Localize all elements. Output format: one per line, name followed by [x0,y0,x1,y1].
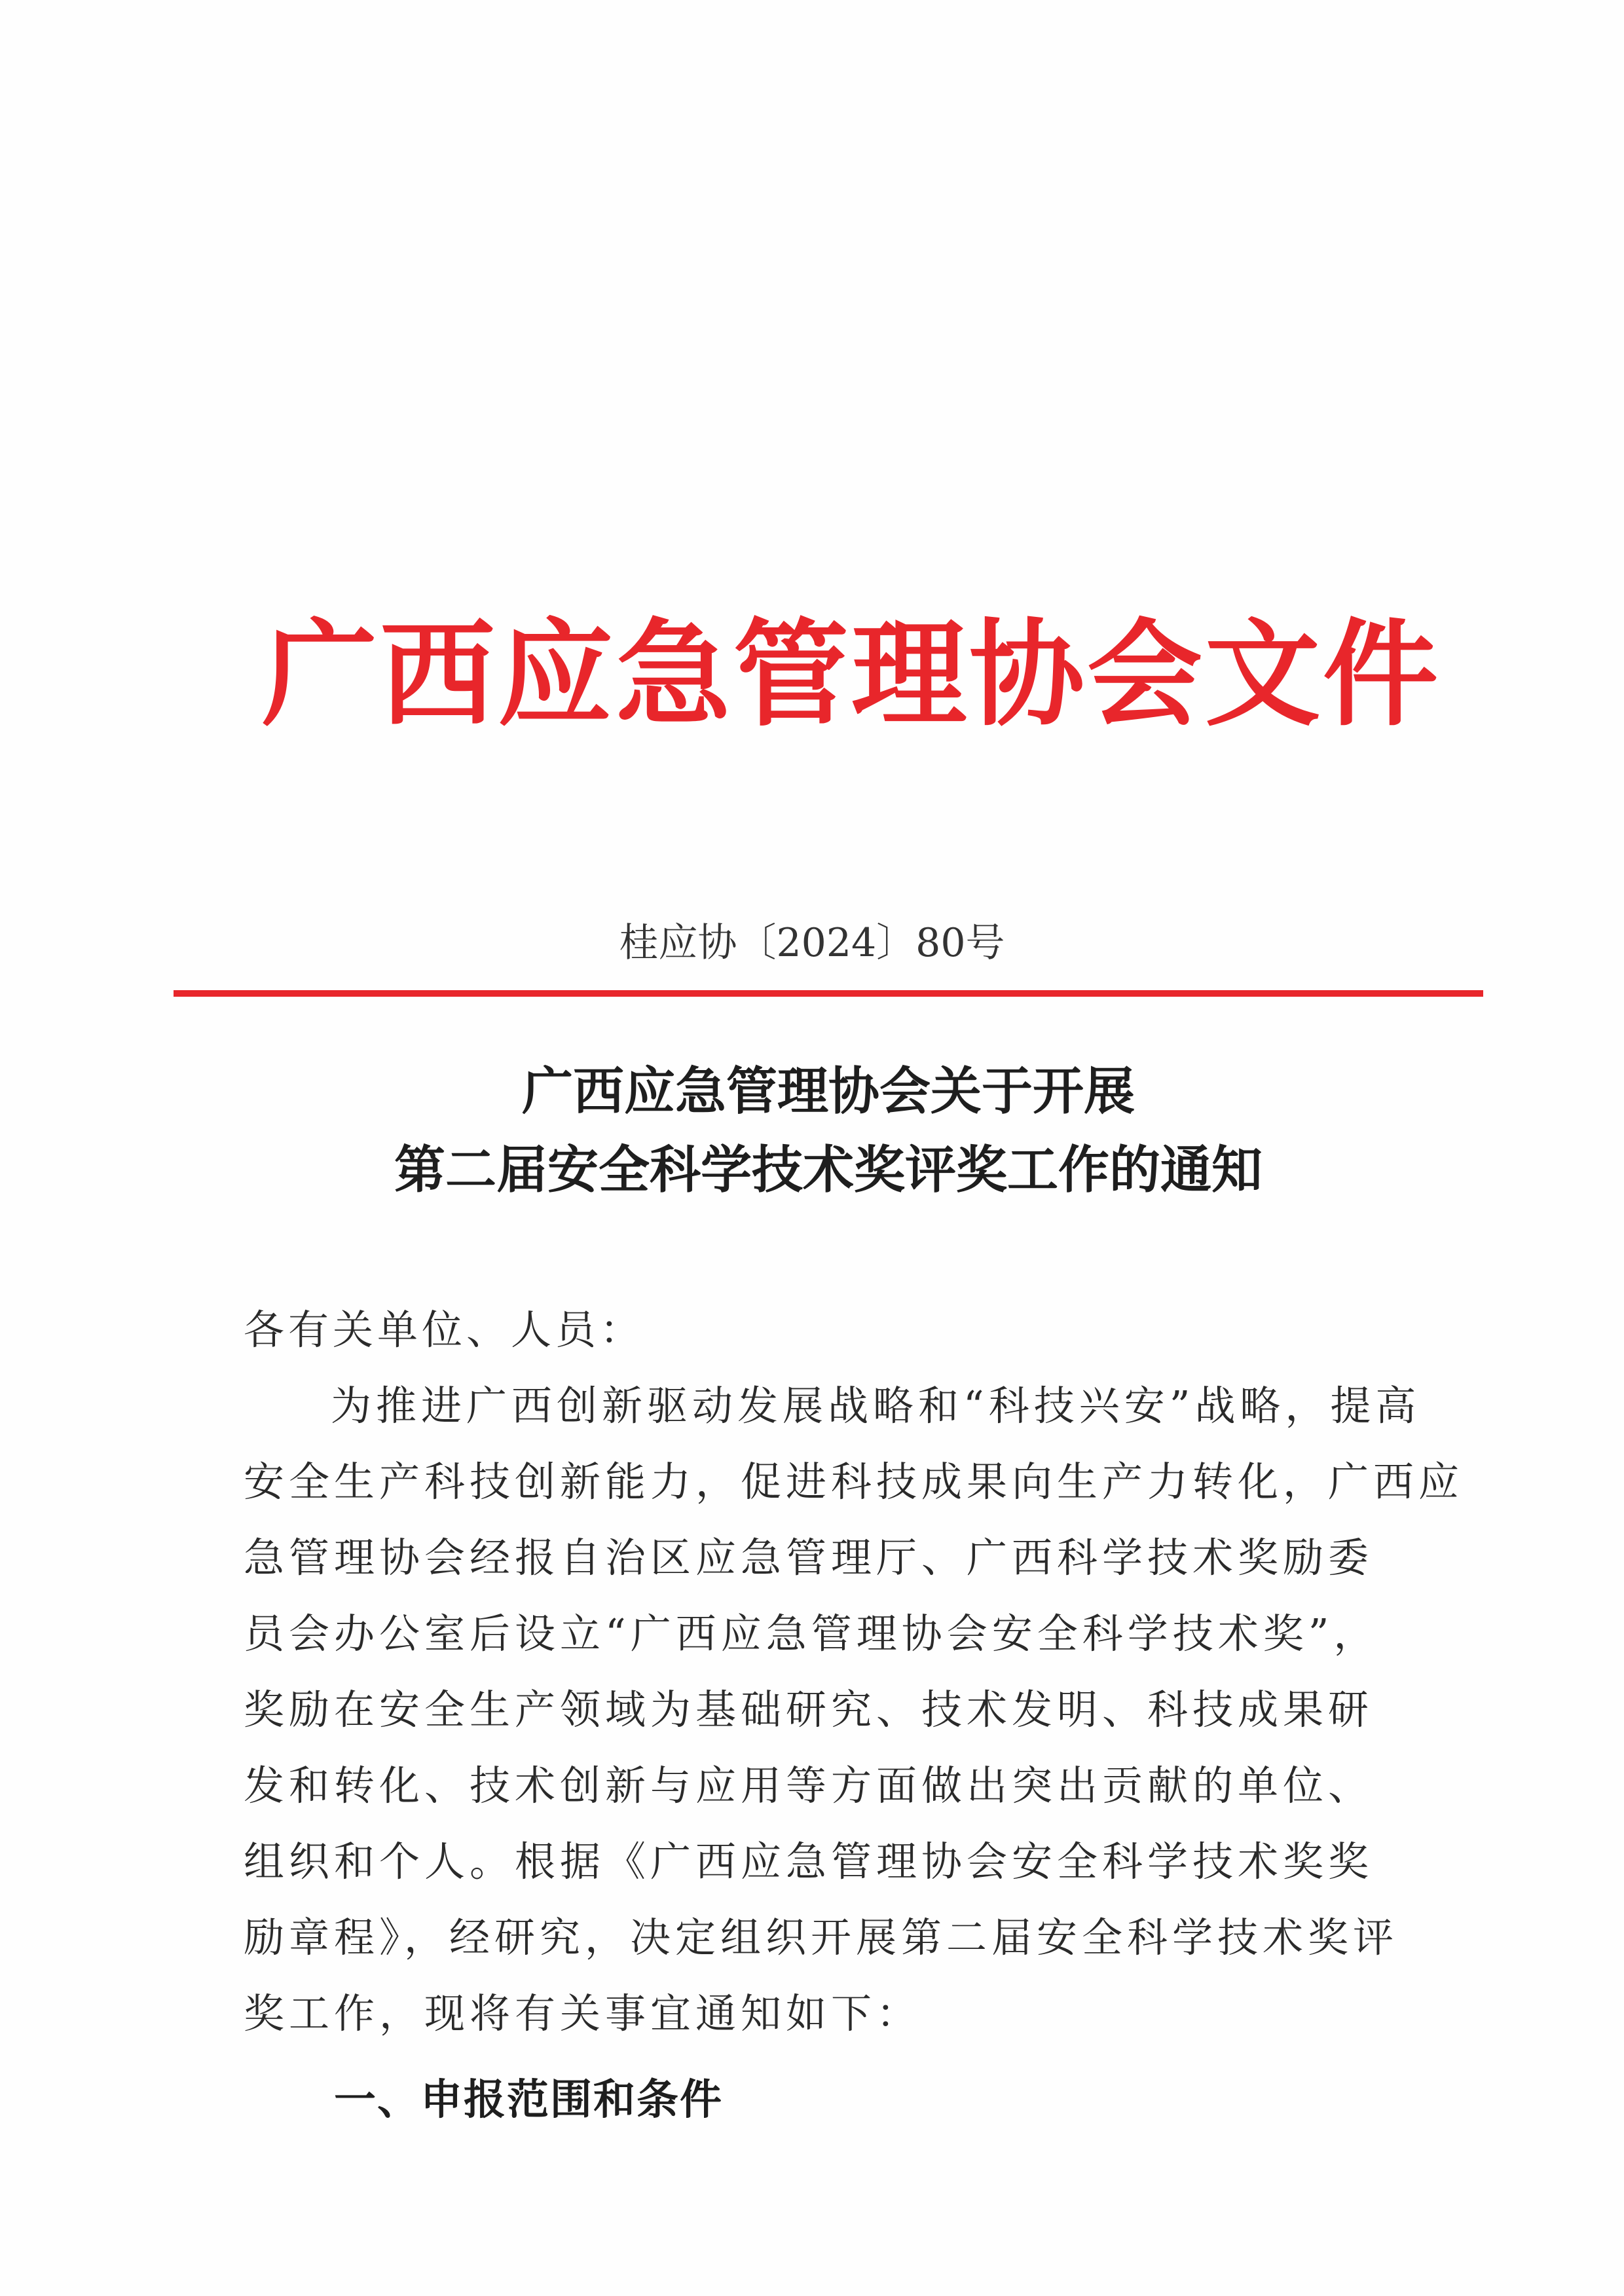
paragraph-line-7: 组织和个人。根据《广西应急管理协会安全科学技术奖奖 [244,1838,1374,1885]
header-divider-rule [174,990,1483,997]
document-number: 桂应协〔2024〕80号 [619,920,1005,966]
org-header-title: 广西应急管理协会文件 [262,606,1441,742]
paragraph-line-1: 为推进广西创新驱动发展战略和“科技兴安”战略，提高 [331,1382,1421,1430]
salutation: 各有关单位、人员： [244,1306,645,1354]
paragraph-line-9: 奖工作，现将有关事宜通知如下： [244,1990,922,2037]
paragraph-line-8: 励章程》，经研究，决定组织开展第二届安全科学技术奖评 [244,1914,1399,1961]
paragraph-line-6: 发和转化、技术创新与应用等方面做出突出贡献的单位、 [244,1762,1374,1809]
paragraph-line-4: 员会办公室后设立“广西应急管理协会安全科学技术奖”， [244,1610,1379,1657]
paragraph-line-2: 安全生产科技创新能力，促进科技成果向生产力转化，广西应 [244,1458,1464,1506]
paragraph-line-5: 奖励在安全生产领域为基础研究、技术发明、科技成果研 [244,1686,1374,1733]
paragraph-line-3: 急管理协会经报自治区应急管理厅、广西科学技术奖励委 [244,1534,1374,1582]
notice-title-line-1: 广西应急管理协会关于开展 [521,1062,1135,1121]
section-heading-1: 一、申报范围和条件 [334,2076,723,2124]
notice-title-line-2: 第二届安全科学技术奖评奖工作的通知 [394,1141,1263,1200]
